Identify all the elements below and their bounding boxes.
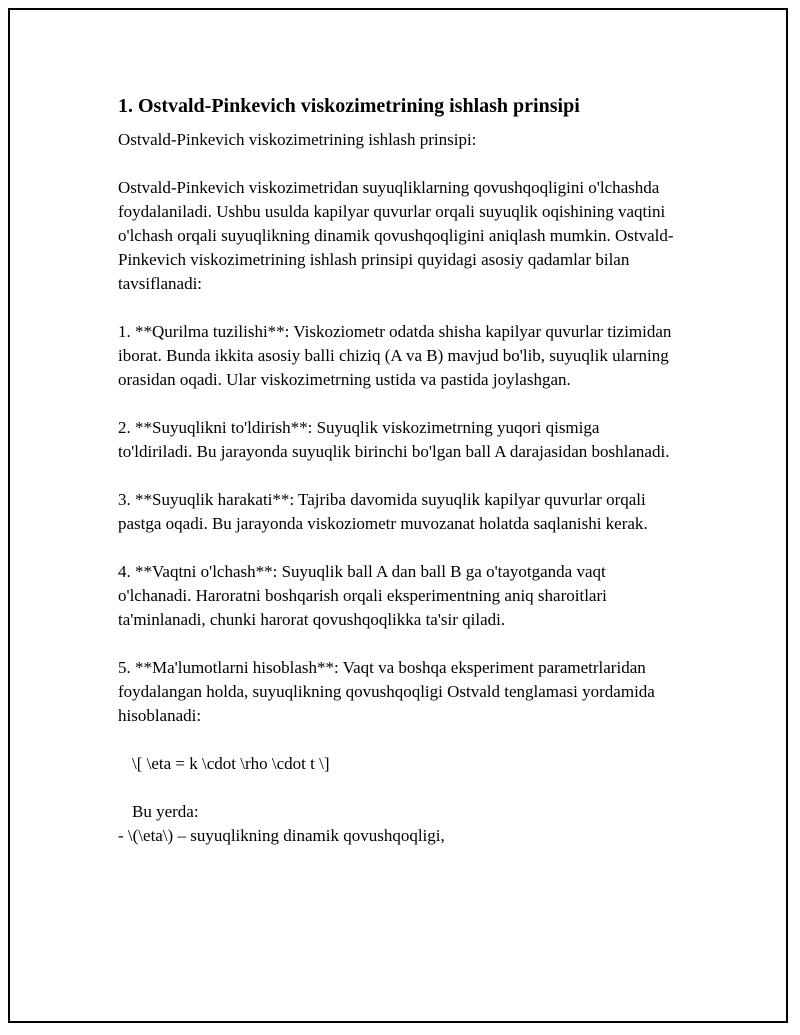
document-body — [118, 92, 678, 848]
spacer — [118, 392, 678, 416]
paragraph-overview: Ostvald-Pinkevich viskozimetridan suyuqliklarning qovushqoqligini o'lchashda foydalaniladi. Ushbu usulda kapilyar quvurlar orqali suyuqlik oqishining vaqtini o'lchash orqali suyuqlikning dinamik qovushqoqligini aniqlash mumkin. Ostvald-Pinkevich viskozimetrining ishlash prinsipi quyidagi asosiy qadamlar bilan tavsiflanadi: — [118, 178, 674, 293]
spacer — [118, 152, 678, 176]
spacer — [118, 536, 678, 560]
definition-eta: - \(\eta\) – suyuqlikning dinamik qovushqoqligi, — [118, 826, 445, 845]
formula-line: \[ \eta = k \cdot \rho \cdot t \] — [132, 754, 330, 773]
spacer — [118, 632, 678, 656]
step-5: 5. **Ma'lumotlarni hisoblash**: Vaqt va boshqa eksperiment parametrlaridan foydalangan holda, suyuqlikning qovushqoqligi Ostvald tenglamasi yordamida hisoblanadi: — [118, 658, 655, 725]
intro-line: Ostvald-Pinkevich viskozimetrining ishlash prinsipi: — [118, 130, 477, 149]
spacer — [118, 296, 678, 320]
step-1: 1. **Qurilma tuzilishi**: Viskoziometr odatda shisha kapilyar quvurlar tizimidan iborat. Bunda ikkita asosiy balli chiziq (A va B) mavjud bo'lib, suyuqlik ularning orasidan oqadi. Ular viskozimetrning ustida va pastida joylashgan. — [118, 322, 672, 389]
spacer — [118, 776, 678, 800]
where-label: Bu yerda: — [132, 802, 199, 821]
spacer — [118, 464, 678, 488]
step-4: 4. **Vaqtni o'lchash**: Suyuqlik ball A dan ball B ga o'tayotganda vaqt o'lchanadi. Haroratni boshqarish orqali eksperimentning aniq sharoitlari ta'minlanadi, chunki harorat qovushqoqlikka ta'sir qiladi. — [118, 562, 607, 629]
step-3: 3. **Suyuqlik harakati**: Tajriba davomida suyuqlik kapilyar quvurlar orqali pastga oqadi. Bu jarayonda viskoziometr muvozanat holatda saqlanishi kerak. — [118, 490, 648, 533]
document-title: 1. Ostvald-Pinkevich viskozimetrining ishlash prinsipi — [118, 95, 580, 117]
spacer — [118, 728, 678, 752]
step-2: 2. **Suyuqlikni to'ldirish**: Suyuqlik viskozimetrning yuqori qismiga to'ldiriladi. Bu jarayonda suyuqlik birinchi bo'lgan ball A darajasidan boshlanadi. — [118, 418, 670, 461]
